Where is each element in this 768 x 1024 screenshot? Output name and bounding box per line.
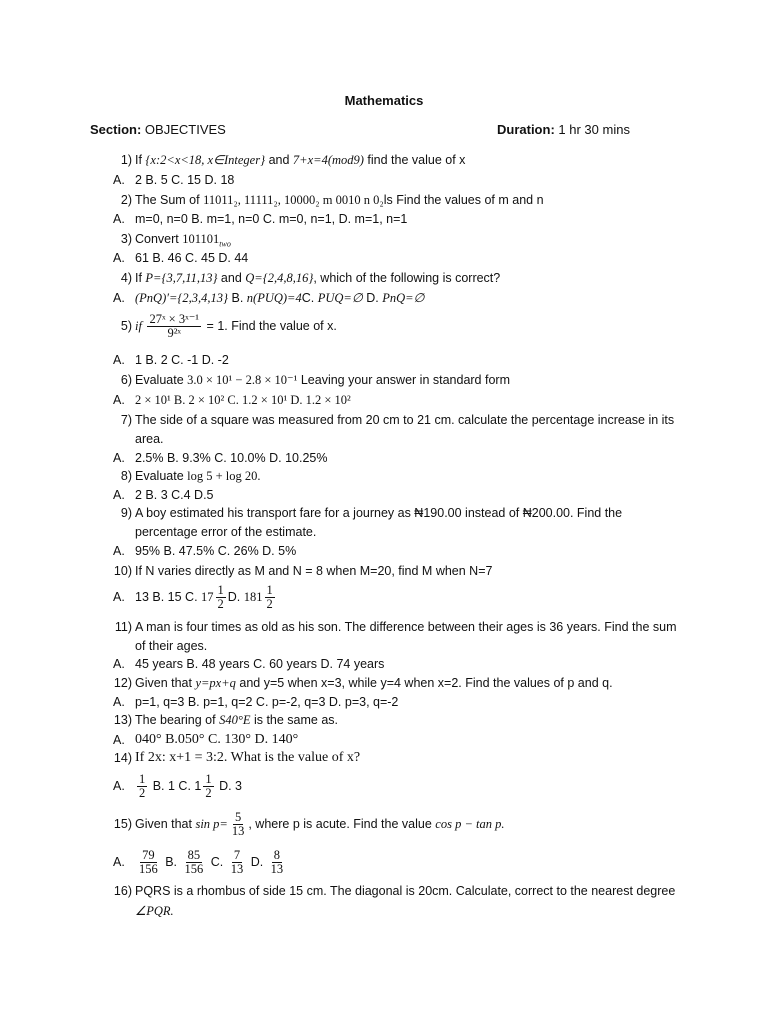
fraction: $\frac{\text{27ˣ × 3ˣ⁻¹}}{\text{9²ˣ}}$ [149,312,200,341]
section-line: Section: OBJECTIVES [90,122,226,137]
duration-line: Duration: 1 hr 30 mins [497,122,630,137]
exam-title: Mathematics [344,93,424,108]
